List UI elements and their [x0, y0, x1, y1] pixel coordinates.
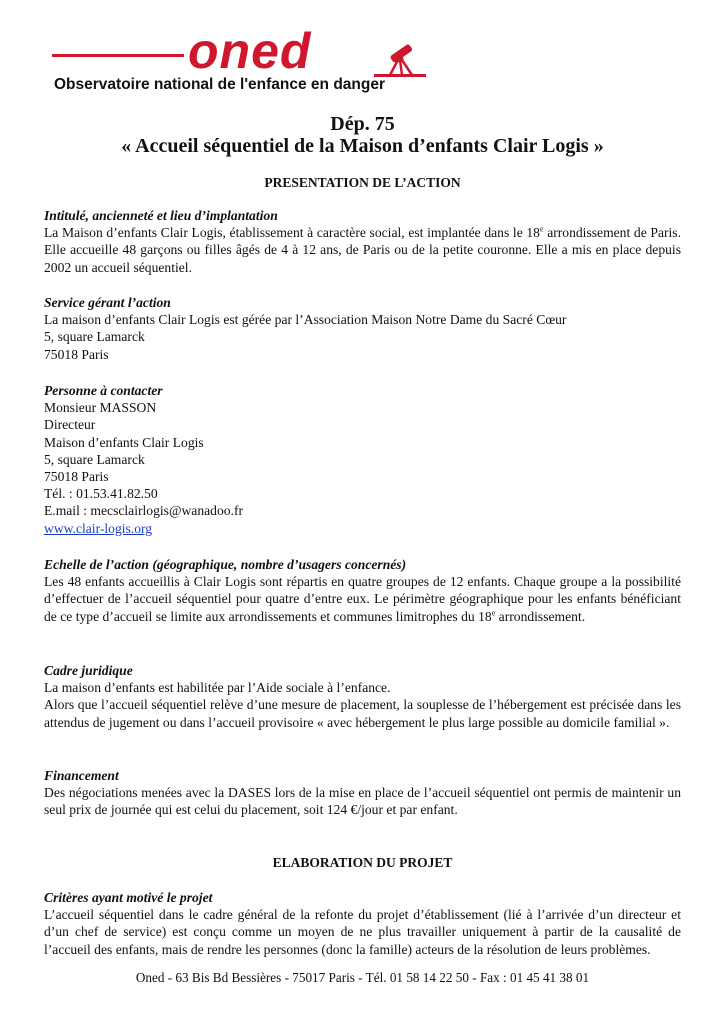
- heading-intitule: Intitulé, ancienneté et lieu d’implantation: [44, 208, 278, 223]
- contact-line: 75018 Paris: [44, 469, 109, 485]
- oned-logo: [52, 23, 432, 98]
- contact-line: Maison d’enfants Clair Logis: [44, 434, 204, 450]
- text-cadre-1: La maison d’enfants est habilitée par l’Aide sociale à l’enfance.: [44, 680, 391, 696]
- heading-echelle: Echelle de l’action (géographique, nombre d’usagers concernés): [44, 557, 407, 572]
- heading-service: Service gérant l’action: [44, 295, 171, 310]
- text-financement: Des négociations menées avec la DASES lors de la mise en place de l’accueil séquentiel ont permis de maintenir un seul prix de journée qui est celui du placement, soit 124 €/jour et par enfant.: [44, 785, 681, 818]
- service-line: 75018 Paris: [44, 346, 109, 362]
- page-footer: Oned - 63 Bis Bd Bessières - 75017 Paris - Tél. 01 58 14 22 50 - Fax : 01 45 41 38 01: [135, 970, 590, 985]
- block-cadre: [44, 662, 681, 731]
- block-intitule: [44, 207, 681, 276]
- section-heading-presentation: PRESENTATION DE L’ACTION: [264, 175, 461, 190]
- document-title-line2: « Accueil séquentiel de la Maison d’enfants Clair Logis »: [121, 135, 604, 157]
- block-financement: [44, 767, 681, 819]
- document-title-line1: Dép. 75: [330, 113, 395, 135]
- contact-email: E.mail : mecsclairlogis@wanadoo.fr: [44, 503, 243, 519]
- contact-line: 5, square Lamarck: [44, 451, 145, 467]
- heading-financement: Financement: [44, 768, 119, 783]
- heading-contact: Personne à contacter: [44, 383, 163, 398]
- logo-wordmark: oned: [188, 23, 312, 79]
- text-intitule: La Maison d’enfants Clair Logis, établissement à caractère social, est implantée dans le 18e arrondissement de Paris. Elle accueille 48 garçons ou filles âgés de 4 à 12 ans, de Paris ou de la petite couronne. Elle a mis en place depuis 2002 un accueil séquentiel.: [44, 224, 681, 275]
- contact-phone: Tél. : 01.53.41.82.50: [44, 486, 158, 502]
- service-line: 5, square Lamarck: [44, 329, 145, 345]
- block-criteres: [44, 889, 681, 958]
- section-heading-elaboration: ELABORATION DU PROJET: [272, 855, 453, 870]
- block-contact: [44, 382, 681, 537]
- block-service: [44, 294, 681, 363]
- text-cadre-2: Alors que l’accueil séquentiel relève d’une mesure de placement, la souplesse de l’hébergement est précisée dans les attendus de jugement ou dans l’accueil provisoire « avec hébergement le plus large possible au domicile familial ».: [44, 697, 681, 730]
- logo-tagline: Observatoire national de l'enfance en danger: [54, 76, 386, 93]
- service-line: La maison d’enfants Clair Logis est gérée par l’Association Maison Notre Dame du Sacré Cœur: [44, 312, 567, 328]
- heading-criteres: Critères ayant motivé le projet: [44, 890, 213, 905]
- logo-rule-left: [52, 54, 184, 57]
- telescope-icon: [378, 42, 422, 78]
- text-echelle: Les 48 enfants accueillis à Clair Logis sont répartis en quatre groupes de 12 enfants. Chaque groupe a la possibilité d’effectuer de l’accueil séquentiel pour quatre d’entre eux. Le périmètre géographique pour les enfants bénéficiant de ce type d’accueil se limite aux arrondissements et communes limitrophes du 18e arrondissement.: [44, 574, 681, 624]
- contact-line: Monsieur MASSON: [44, 400, 157, 416]
- website-link[interactable]: www.clair-logis.org: [44, 520, 153, 536]
- text-criteres: L’accueil séquentiel dans le cadre général de la refonte du projet d’établissement (lié à l’arrivée d’un directeur et d’un chef de service) est conçu comme un moyen de ne plus travailler uniquement à partir de la causalité de l’accueil des enfants, mais de rendre les personnes (donc la famille) acteurs de la résolution de leurs problèmes.: [44, 907, 681, 957]
- heading-cadre: Cadre juridique: [44, 663, 133, 678]
- block-echelle: [44, 556, 681, 625]
- contact-line: Directeur: [44, 417, 96, 433]
